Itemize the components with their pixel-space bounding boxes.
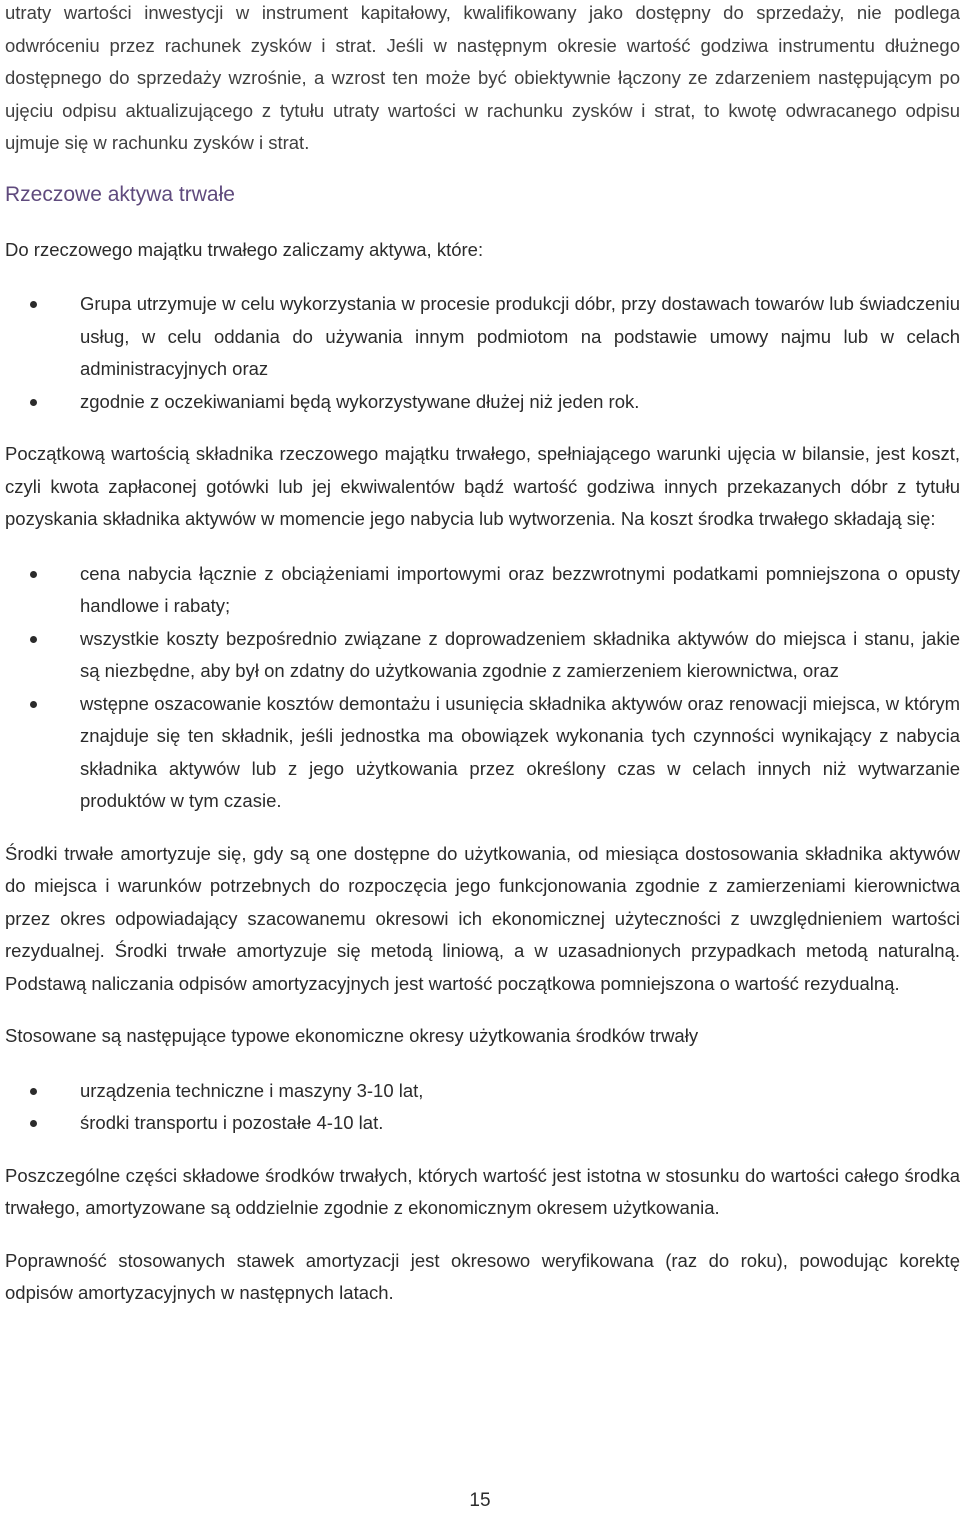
verification-paragraph: Poprawność stosowanych stawek amortyzacji jest okresowo weryfikowana (raz do roku), powodując korektę odpisów amortyzacyjnych w następnych latach.	[5, 1249, 960, 1303]
bullet-icon	[30, 571, 37, 578]
list-item: Grupa utrzymuje w celu wykorzystania w procesie produkcji dóbr, przy dostawach towarów lub świadczeniu usług, w celu oddania do używania innym podmiotom na podstawie umowy najmu lub w celach administracyjnych oraz	[5, 288, 960, 386]
intro-paragraph: Do rzeczowego majątku trwałego zaliczamy aktywa, które:	[5, 238, 484, 260]
continuation-paragraph: utraty wartości inwestycji w instrument kapitałowy, kwalifikowany jako dostępny do sprzedaży, nie podlega odwróceniu przez rachunek zysków i strat. Jeśli w następnym okresie wartość godziwa instrumentu dłużnego dostępnego do sprzedaży wzrośnie, a wzrost ten może być obiektywnie łączony ze zdarzeniem następującym po ujęciu odpisu aktualizującego z tytułu utraty wartości w rachunku zysków i strat, to kwotę odwracanego odpisu ujmuje się w rachunku zysków i strat.	[5, 2, 960, 153]
list-item: środki transportu i pozostałe 4-10 lat.	[5, 1107, 960, 1140]
list-item: zgodnie z oczekiwaniami będą wykorzystywane dłużej niż jeden rok.	[5, 386, 960, 419]
bullet-icon	[30, 1120, 37, 1127]
criteria-list	[5, 288, 960, 418]
initial-value-paragraph: Początkową wartością składnika rzeczowego majątku trwałego, spełniającego warunki ujęcia w bilansie, jest koszt, czyli kwota zapłaconej gotówki lub jej ekwiwalentów bądź wartość godziwa innych przekazanych dóbr z tytułu pozyskania składnika aktywów w momencie jego nabycia lub wytworzenia. Na koszt środka trwałego składają się:	[5, 443, 960, 529]
list-item: wstępne oszacowanie kosztów demontażu i usunięcia składnika aktywów oraz renowacji miejsca, w którym znajduje się ten składnik, jeśli jednostka ma obowiązek wykonania tych czynności wynikający z nabycia składnika aktywów lub z jego użytkowania przez określony czas w celach innych niż wytwarzanie produktów w tym czasie.	[5, 688, 960, 818]
components-paragraph: Poszczególne części składowe środków trwałych, których wartość jest istotna w stosunku do wartości całego środka trwałego, amortyzowane są oddzielnie zgodnie z ekonomicznym okresem użytkowania.	[5, 1164, 960, 1218]
cost-items-list	[5, 558, 960, 818]
bullet-icon	[30, 1088, 37, 1095]
bullet-icon	[30, 701, 37, 708]
bullet-icon	[30, 301, 37, 308]
useful-life-intro: Stosowane są następujące typowe ekonomiczne okresy użytkowania środków trwały	[5, 1025, 699, 1046]
depreciation-paragraph: Środki trwałe amortyzuje się, gdy są one dostępne do użytkowania, od miesiąca dostosowania składnika aktywów do miejsca i warunków potrzebnych do rozpoczęcia jego funkcjonowania zgodnie z zamierzeniami kierownictwa przez okres odpowiadający szacowanemu okresowi ich ekonomicznej użyteczności z uwzględnieniem wartości rezydualnej. Środki trwałe amortyzuje się metodą liniową, a w uzasadnionych przypadkach metodą naturalną. Podstawą naliczania odpisów amortyzacyjnych jest wartość początkowa pomniejszona o wartość rezydualną.	[5, 842, 960, 994]
section-heading: Rzeczowe aktywa trwałe	[5, 182, 235, 206]
page-number: 15	[469, 1490, 491, 1511]
list-item: urządzenia techniczne i maszyny 3-10 lat,	[5, 1075, 960, 1108]
useful-lives-list	[5, 1075, 960, 1140]
list-item: wszystkie koszty bezpośrednio związane z doprowadzeniem składnika aktywów do miejsca i stanu, jakie są niezbędne, aby był on zdatny do użytkowania zgodnie z zamierzeniem kierownictwa, oraz	[5, 623, 960, 688]
list-item: cena nabycia łącznie z obciążeniami importowymi oraz bezzwrotnymi podatkami pomniejszona o opusty handlowe i rabaty;	[5, 558, 960, 623]
document-page	[5, 0, 960, 1310]
bullet-icon	[30, 636, 37, 643]
bullet-icon	[30, 399, 37, 406]
